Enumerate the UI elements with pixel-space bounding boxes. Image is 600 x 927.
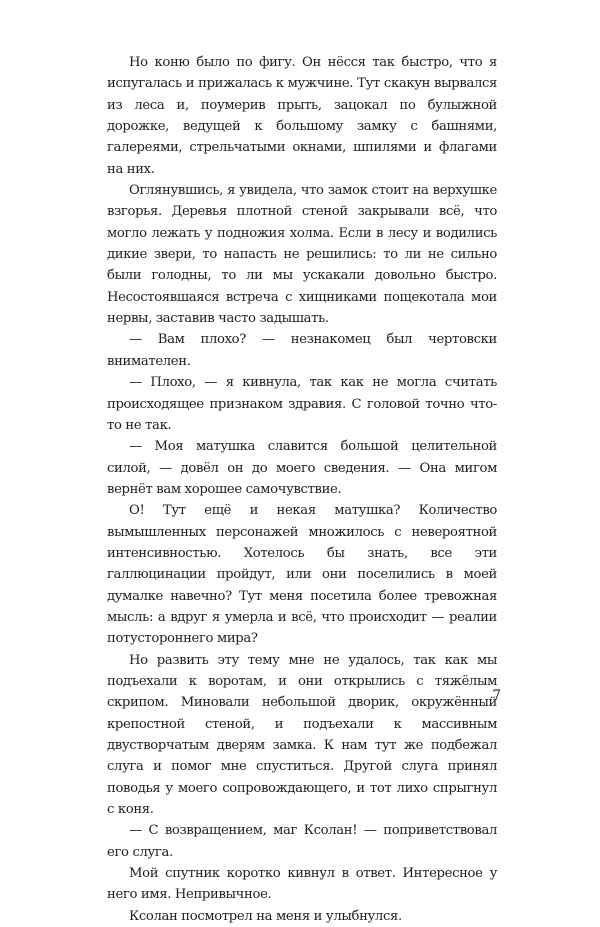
paragraph-3: — Вам плохо? — незнакомец был чертовски внимателен. (107, 332, 497, 369)
paragraph-2: Оглянувшись, я увидела, что замок стоит на верхушке взгорья. Деревья плотной стеной закрывали всё, что могло лежать у подножия холма. Если в лесу и водились дикие звери, то напасть не решились: то ли не сильно были голодны, то ли мы ускакали довольно быстро. Несостоявшаяся встреча с хищниками пощекотала мои нервы, заставив часто задышать. (107, 183, 497, 327)
paragraph-7: Но развить эту тему мне не удалось, так как мы подъехали к воротам, и они открылись с тяжёлым скрипом. Миновали небольшой дворик, окружённый крепостной стеной, и подъехали к массивным двустворчатым дверям замка. К нам тут же подбежал слуга и помог мне спуститься. Другой слуга принял поводья у моего сопровождающего, и тот лихо спрыгнул с коня. (107, 652, 497, 818)
page-number: 7 (492, 688, 501, 704)
paragraph-5: — Моя матушка славится большой целительной силой, — довёл он до моего сведения. — Она мигом вернёт вам хорошее самочувствие. (107, 439, 497, 497)
paragraph-6: О! Тут ещё и некая матушка? Количество вымышленных персонажей множилось с невероятной интенсивностью. Хотелось бы знать, все эти галлюцинации пройдут, или они поселились в моей думалке навечно? Тут меня посетила более тревожная мысль: а вдруг я умерла и всё, что происходит — реалии потустороннего мира? (107, 503, 497, 647)
page-body-text (107, 52, 497, 927)
paragraph-8: — С возвращением, маг Ксолан! — поприветствовал его слуга. (107, 823, 497, 860)
paragraph-9: Мой спутник коротко кивнул в ответ. Интересное у него имя. Непривычное. (107, 866, 497, 903)
paragraph-4: — Плохо, — я кивнула, так как не могла считать происходящее признаком здравия. С головой точно что-то не так. (107, 375, 497, 433)
paragraph-1: Но коню было по фигу. Он нёсся так быстро, что я испугалась и прижалась к мужчине. Тут скакун вырвался из леса и, поумерив прыть, зацокал по булыжной дорожке, ведущей к большому замку с башнями, галереями, стрельчатыми окнами, шпилями и флагами на них. (107, 55, 497, 177)
paragraph-10: Ксолан посмотрел на меня и улыбнулся. (129, 908, 402, 924)
